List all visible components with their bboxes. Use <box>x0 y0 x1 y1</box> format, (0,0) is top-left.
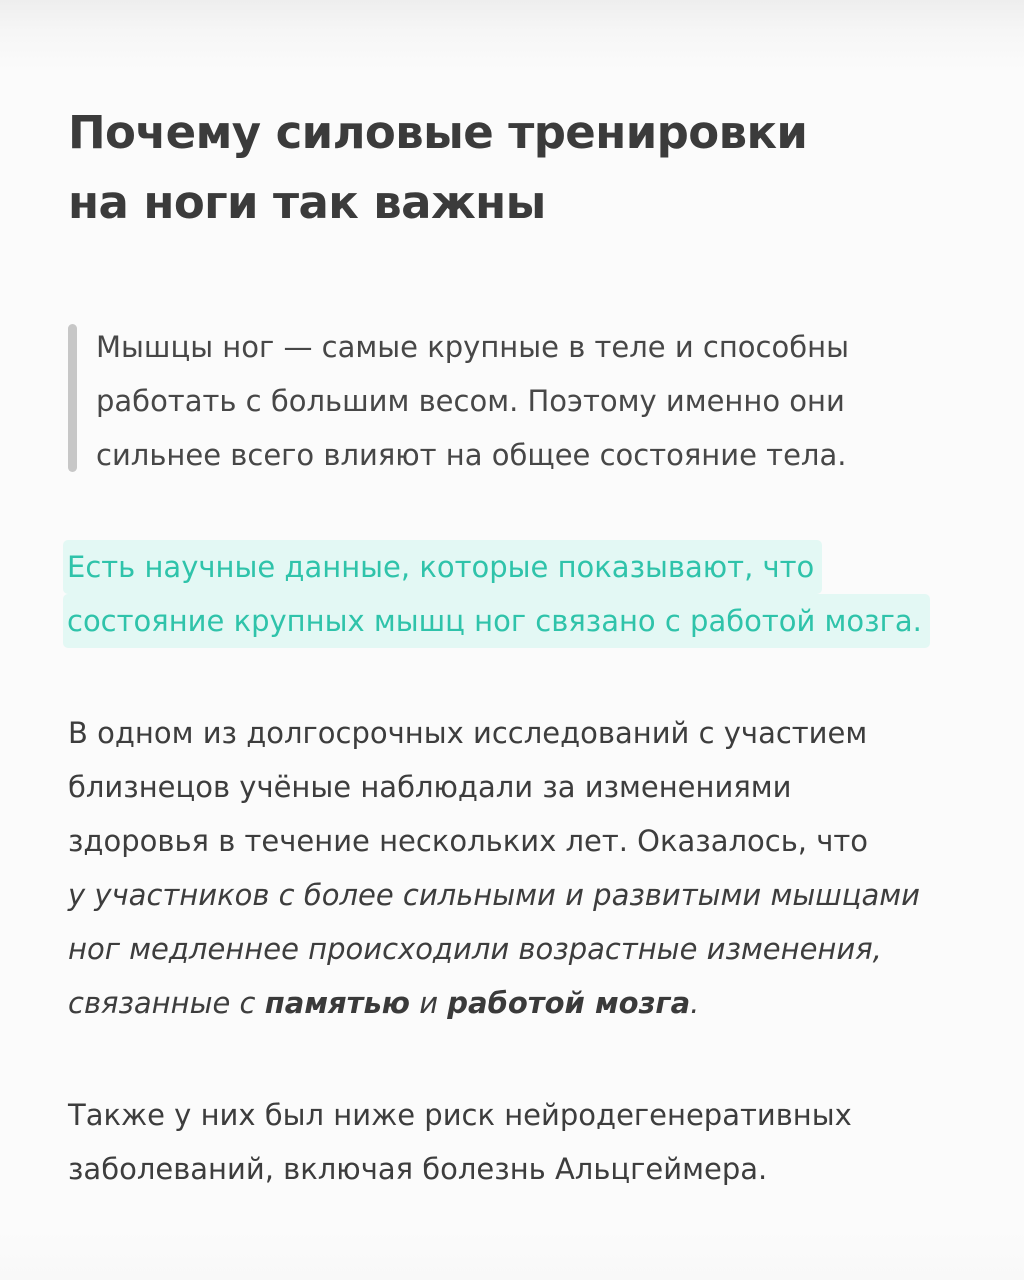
highlight-line-1: Есть научные данные, которые показывают, что <box>63 540 822 594</box>
bold-brain: работой мозга <box>447 986 691 1020</box>
study-paragraph <box>68 706 968 1030</box>
quote-line-1: Мышцы ног — самые крупные в теле и способны <box>96 330 849 364</box>
highlighted-statement <box>68 540 968 648</box>
risk-paragraph <box>68 1088 968 1196</box>
article <box>68 98 968 1196</box>
study-italic-and: и <box>410 986 448 1020</box>
study-line-2: близнецов учёные наблюдали за изменениями <box>68 770 792 804</box>
study-line-1: В одном из долгосрочных исследований с участием <box>68 716 868 750</box>
quote-block <box>68 320 926 482</box>
study-italic-start: связанные с <box>68 986 265 1020</box>
bottom-fade <box>0 1230 1024 1280</box>
top-shadow <box>0 0 1024 70</box>
title-line-1: Почему силовые тренировки <box>68 106 808 159</box>
bold-memory: памятью <box>264 986 410 1020</box>
study-line-3: здоровья в течение нескольких лет. Оказалось, что <box>68 824 869 858</box>
title-line-2: на ноги так важны <box>68 176 546 229</box>
risk-line-1: Также у них был ниже риск нейродегенеративных <box>68 1098 852 1132</box>
quote-text <box>96 320 926 482</box>
article-title <box>68 98 968 238</box>
quote-line-3: сильнее всего влияют на общее состояние тела. <box>96 438 847 472</box>
quote-line-2: работать с большим весом. Поэтому именно они <box>96 384 845 418</box>
risk-line-2: заболеваний, включая болезнь Альцгеймера. <box>68 1152 768 1186</box>
highlight-line-2: состояние крупных мышц ног связано с работой мозга. <box>63 594 930 648</box>
quote-bar <box>68 324 77 472</box>
study-italic-line-3 <box>68 986 699 1020</box>
study-italic-line-1: у участников с более сильными и развитыми мышцами <box>68 878 920 912</box>
study-italic-line-2: ног медленнее происходили возрастные изменения, <box>68 932 882 966</box>
study-italic-end: . <box>690 986 700 1020</box>
